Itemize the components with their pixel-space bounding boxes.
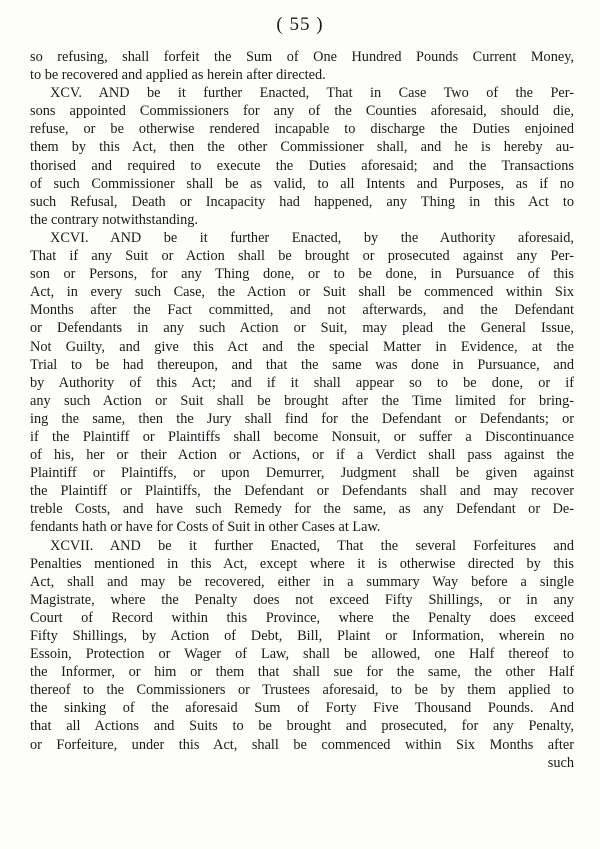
text-line: thorised and required to execute the Duties aforesaid; and the Transactions (30, 157, 574, 174)
section-heading-xcv: XCV. AND be it further Enacted, That in Case Two of the Per- (50, 85, 574, 102)
section-heading-xcvii: XCVII. AND be it further Enacted, That the several Forfeitures and (50, 537, 574, 554)
text-line: sons appointed Commissioners for any of the Counties aforesaid, should die, (30, 103, 574, 120)
section-heading-xcvi: XCVI. AND be it further Enacted, by the Authority aforesaid, (50, 229, 574, 246)
text-line: refuse, or be otherwise rendered incapable to discharge the Duties enjoined (30, 121, 574, 138)
text-line: Months after the Fact committed, and not afterwards, and the Defendant (30, 302, 574, 319)
text-line: such Refusal, Death or Incapacity had happened, any Thing in this Act to (30, 193, 574, 210)
text-line: Magistrate, where the Penalty does not exceed Fifty Shillings, or in any (30, 591, 574, 608)
text-line: Act, shall and may be recovered, either in a summary Way before a single (30, 573, 574, 590)
text-line: Plaintiff or Plaintiffs, or upon Demurrer, Judgment shall be given against (30, 465, 574, 482)
text-line: the sinking of the aforesaid Sum of Forty Five Thousand Pounds. And (30, 700, 574, 717)
page-number: ( 55 ) (276, 14, 324, 35)
text-line: Trial to be had thereupon, and that the same was done in Pursuance, and (30, 356, 574, 373)
text-line: Act, in every such Case, the Action or Suit shall be commenced within Six (30, 284, 574, 301)
text-line: Court of Record within this Province, where the Penalty does exceed (30, 609, 574, 626)
catchword: such (547, 754, 574, 771)
text-line: treble Costs, and have such Remedy for the same, as any Defendant or De- (30, 501, 574, 518)
text-line: of his, her or their Action or Actions, or if a Verdict shall pass against the (30, 447, 574, 464)
text-line: ing the same, then the Jury shall find for the Defendant or Defendants; or (30, 410, 574, 427)
text-line: son or Persons, for any Thing done, or to be done, in Pursuance of this (30, 266, 574, 283)
text-line: the Plaintiff or Plaintiffs, the Defendant or Defendants shall and may recover (30, 483, 574, 500)
body-text (30, 48, 574, 772)
text-line: that all Actions and Suits to be brought and prosecuted, for any Penalty, (30, 718, 574, 735)
text-line: the contrary notwithstanding. (30, 211, 198, 228)
text-line: or Defendants in any such Action or Suit, may plead the General Issue, (30, 320, 574, 337)
text-line: Essoin, Protection or Wager of Law, shall be allowed, one Half thereof to (30, 646, 574, 663)
text-line: to be recovered and applied as herein after directed. (30, 67, 326, 84)
text-line: them by this Act, then the other Commissioner shall, and he is hereby au- (30, 139, 574, 156)
text-line: Not Guilty, and give this Act and the special Matter in Evidence, at the (30, 338, 574, 355)
text-line: That if any Suit or Action shall be brought or prosecuted against any Per- (30, 248, 574, 265)
text-line: fendants hath or have for Costs of Suit in other Cases at Law. (30, 519, 381, 536)
text-line: if the Plaintiff or Plaintiffs shall become Nonsuit, or suffer a Discontinuance (30, 428, 574, 445)
text-line: by Authority of this Act; and if it shall appear so to be done, or if (30, 374, 574, 391)
text-line: Fifty Shillings, by Action of Debt, Bill, Plaint or Information, wherein no (30, 628, 574, 644)
text-line: so refusing, shall forfeit the Sum of One Hundred Pounds Current Money, (30, 49, 574, 65)
text-line: the Informer, or him or them that shall sue for the same, the other Half (30, 664, 574, 681)
text-line: Penalties mentioned in this Act, except where it is otherwise directed by this (30, 555, 574, 572)
text-line: thereof to the Commissioners or Trustees aforesaid, to be by them applied to (30, 682, 574, 699)
text-line: any such Action or Suit shall be brought after the Time limited for bring- (30, 392, 574, 409)
text-line: or Forfeiture, under this Act, shall be commenced within Six Months after (30, 736, 574, 753)
text-line: of such Commissioner shall be as valid, to all Intents and Purposes, as if no (30, 175, 574, 192)
